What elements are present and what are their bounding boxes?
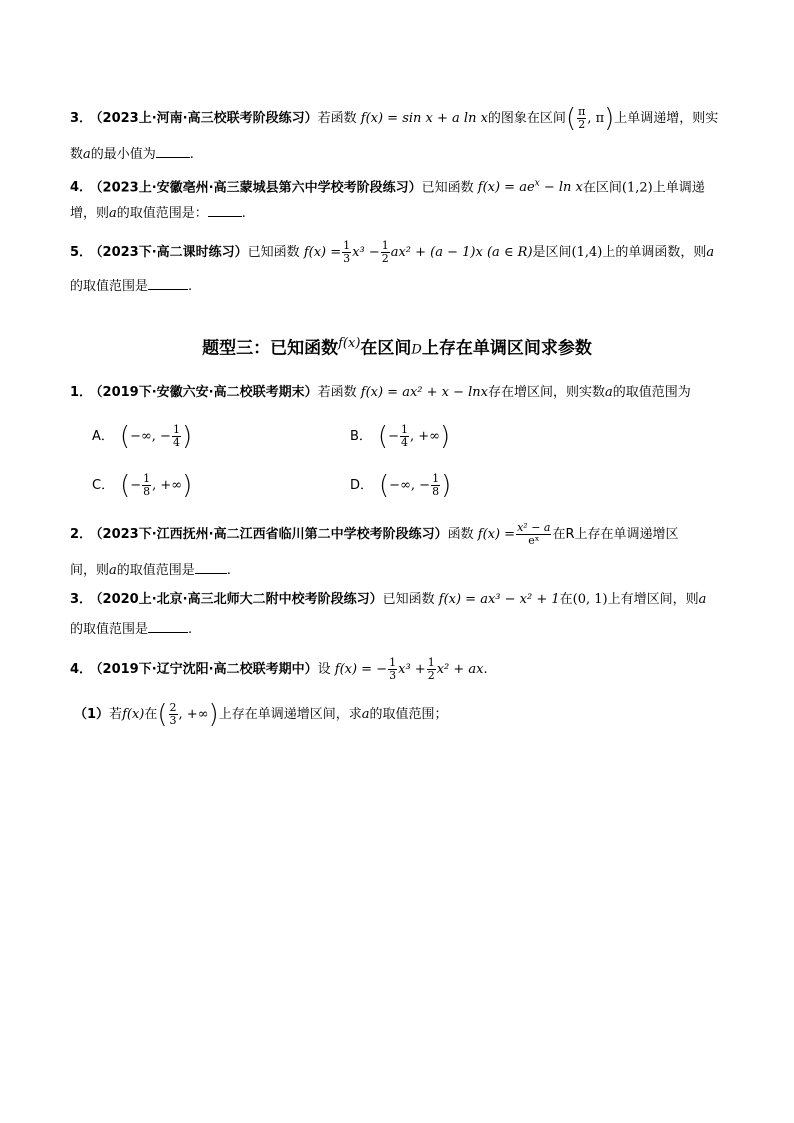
p2-line2: 间，则a的取值范围是 . — [70, 563, 231, 578]
p4-line1: 4． （2019下·辽宁沈阳·高二校联考期中）设 f(x) = − $\frac{1}{3}$ x³ + $\frac{1}{2}$ x² + ax. — [70, 656, 488, 682]
q5-line1: 5． （2023下·高二课时练习）已知函数 f(x) = $\frac{1}{3}$ x³ − $\frac{1}{2}$ ax² + (a − 1)x (a ∈ R)是区间(1,4)上的单调函数，则a — [70, 239, 715, 265]
q4-line2: 增，则a的取值范围是： . — [70, 206, 246, 221]
option-a[interactable]: A． (−∞, − $\frac{1}{4}$ ) — [92, 421, 193, 452]
answer-blank[interactable] — [156, 145, 190, 158]
q3-function: f(x) = sin x + a ln x — [360, 111, 488, 126]
p3-line1: 3． （2020上·北京·高三北师大二附中校考阶段练习）已知函数 f(x) = ax³ − x² + 1在(0, 1)上有增区间，则a — [70, 592, 707, 607]
q3-fraction: $\frac{\pi}{2}$ — [578, 105, 586, 131]
option-b[interactable]: B． (− $\frac{1}{4}$ , +∞) — [350, 421, 451, 452]
q3-number: 3． — [70, 111, 93, 126]
answer-blank[interactable] — [208, 204, 242, 217]
p4-subquestion-1: （1）若f(x)在( $\frac{2}{3}$ , +∞)上存在单调递增区间，求a的取值范围； — [74, 699, 448, 730]
q4-line1: 4． （2023上·安徽亳州·高三蒙城县第六中学校考阶段练习）已知函数 $f(x) = ae^x - \ln x$在区间(1,2)上单调递 — [70, 179, 705, 196]
answer-blank[interactable] — [148, 277, 188, 290]
q3-line2: 数a的最小值为 . — [70, 147, 194, 162]
q4-function: $f(x) = ae^x - \ln x$ — [477, 179, 583, 196]
answer-blank[interactable] — [148, 620, 188, 633]
q3-source: （2023上·河南·高三校联考阶段练习） — [96, 111, 318, 126]
p2-line1: 2． （2023下·江西抚州·高二江西省临川第二中学校考阶段练习）函数 f(x) = $\frac{\text{x² − a}}{\text{eˣ}}$ 在R上存在单调递增区 — [70, 521, 679, 547]
p3-line2: 的取值范围是 . — [70, 622, 193, 637]
q5-line2: 的取值范围是 . — [70, 279, 193, 294]
section-title: 题型三：已知函数$^{f(x)}$在区间D上存在单调区间求参数 — [202, 336, 592, 359]
q3-line1: 3． （2023上·河南·高三校联考阶段练习）若函数 f(x) = sin x + a ln x的图象在区间( $\frac{\pi}{2}$ , π)上单调递增，则实 — [70, 103, 719, 134]
p1-line1: 1． （2019下·安徽六安·高二校联考期末）若函数 f(x) = ax² + x − lnx存在增区间，则实数a的取值范围为 — [70, 385, 691, 400]
answer-blank[interactable] — [195, 561, 227, 574]
option-c[interactable]: C． (− $\frac{1}{8}$ , +∞) — [92, 470, 193, 501]
option-d[interactable]: D． (−∞, − $\frac{1}{8}$ ) — [350, 470, 452, 501]
